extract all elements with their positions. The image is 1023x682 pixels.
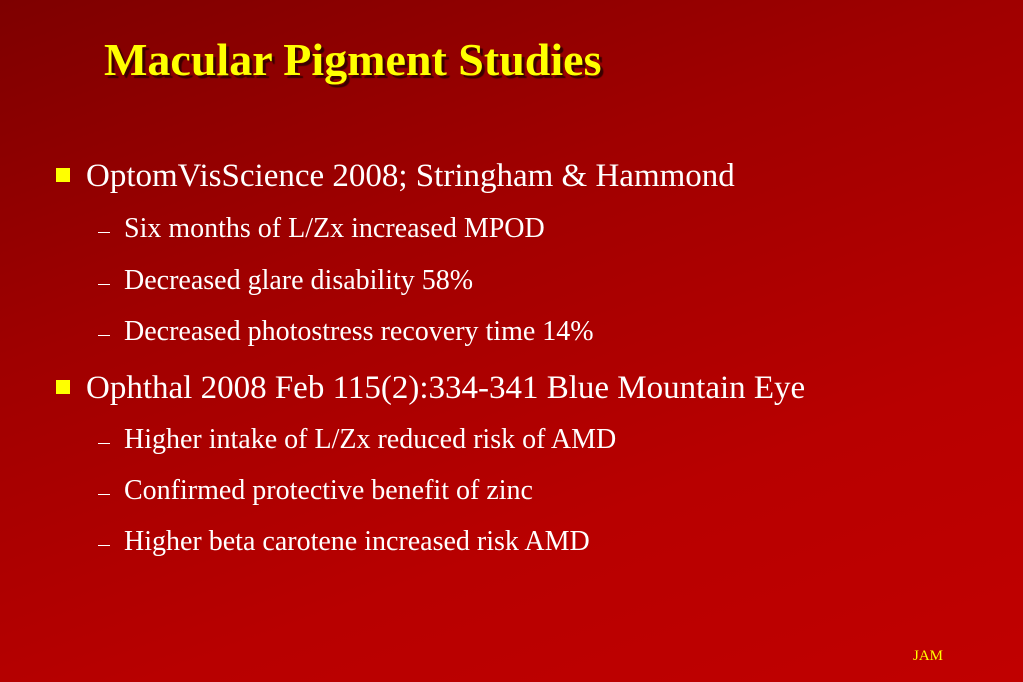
sub-item [98,423,616,457]
sub-item-text: Confirmed protective benefit of zinc [124,475,533,506]
footer-initials: JAM [912,648,943,664]
sub-item-text: Decreased photostress recovery time 14% [124,316,594,347]
dash-icon [98,545,110,546]
bullet-item-1 [56,156,735,196]
sub-item-text: Six months of L/Zx increased MPOD [124,213,545,244]
sub-item-text: Higher beta carotene increased risk AMD [124,526,590,557]
sub-item [98,264,473,298]
sub-item [98,315,594,349]
square-bullet-icon [56,380,70,394]
dash-icon [98,494,110,495]
bullet-text: OptomVisScience 2008; Stringham & Hammond [86,158,735,194]
bullet-text: Ophthal 2008 Feb 115(2):334-341 Blue Mountain Eye [86,370,806,406]
bullet-item-2 [56,368,805,408]
square-bullet-icon [56,168,70,182]
sub-item [98,212,545,246]
slide-title: Macular Pigment Studies [104,34,602,85]
sub-item-text: Higher intake of L/Zx reduced risk of AMD [124,424,617,455]
dash-icon [98,232,110,233]
sub-item [98,474,533,508]
dash-icon [98,284,110,285]
dash-icon [98,335,110,336]
dash-icon [98,443,110,444]
sub-item-text: Decreased glare disability 58% [124,265,474,296]
sub-item [98,525,590,559]
